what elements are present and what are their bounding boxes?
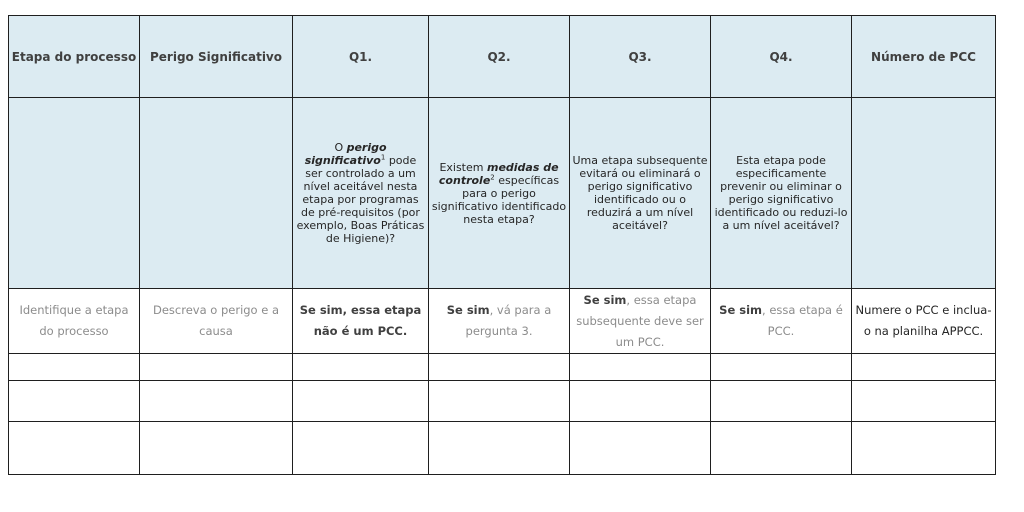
q2-footnote-ref: 2 bbox=[490, 172, 495, 181]
guidance-q2-bold: Se sim bbox=[446, 303, 490, 317]
empty-cell[interactable] bbox=[570, 422, 711, 475]
empty-cell[interactable] bbox=[711, 422, 852, 475]
empty-cell[interactable] bbox=[140, 422, 293, 475]
header-perigo-significativo: Perigo Significativo bbox=[140, 16, 293, 98]
empty-row bbox=[9, 422, 996, 475]
empty-cell[interactable] bbox=[140, 354, 293, 381]
header-q3: Q3. bbox=[570, 16, 711, 98]
empty-cell[interactable] bbox=[570, 381, 711, 422]
empty-cell[interactable] bbox=[293, 422, 429, 475]
guidance-q2 bbox=[429, 289, 570, 354]
empty-cell[interactable] bbox=[293, 354, 429, 381]
q1-post: pode ser controlado a um nível aceitável nesta etapa por programas de pré-requisitos (por exemplo, Boas Práticas de Higiene)? bbox=[296, 154, 425, 245]
question-cell-etapa-empty bbox=[9, 98, 140, 289]
q2-pre: Existem bbox=[439, 160, 487, 174]
empty-cell[interactable] bbox=[429, 422, 570, 475]
empty-cell[interactable] bbox=[852, 354, 996, 381]
guidance-perigo: Descreva o perigo e a causa bbox=[140, 289, 293, 354]
guidance-row bbox=[9, 289, 996, 354]
header-q2: Q2. bbox=[429, 16, 570, 98]
question-q1 bbox=[293, 98, 429, 289]
header-q4: Q4. bbox=[711, 16, 852, 98]
guidance-q2-rest: , vá para a pergunta 3. bbox=[465, 303, 552, 338]
guidance-pcc-text: Numere o PCC e inclua-o na planilha APPCC. bbox=[855, 303, 992, 338]
question-cell-perigo-empty bbox=[140, 98, 293, 289]
empty-cell[interactable] bbox=[9, 381, 140, 422]
guidance-q4-rest: , essa etapa é PCC. bbox=[762, 303, 843, 338]
header-row bbox=[9, 16, 996, 98]
empty-cell[interactable] bbox=[429, 354, 570, 381]
empty-cell[interactable] bbox=[140, 381, 293, 422]
header-q1: Q1. bbox=[293, 16, 429, 98]
empty-cell[interactable] bbox=[9, 422, 140, 475]
empty-cell[interactable] bbox=[711, 381, 852, 422]
question-cell-pcc-empty bbox=[852, 98, 996, 289]
question-q4: Esta etapa pode especificamente prevenir ou eliminar o perigo significativo identificado ou reduzi-lo a um nível aceitável? bbox=[711, 98, 852, 289]
question-q3: Uma etapa subsequente evitará ou eliminará o perigo significativo identificado ou o reduzirá a um nível aceitável? bbox=[570, 98, 711, 289]
guidance-q3 bbox=[570, 289, 711, 354]
empty-cell[interactable] bbox=[852, 422, 996, 475]
empty-row bbox=[9, 381, 996, 422]
q1-term: perigo significativo bbox=[304, 141, 387, 167]
header-numero-de-pcc: Número de PCC bbox=[852, 16, 996, 98]
question-q2 bbox=[429, 98, 570, 289]
q1-footnote-ref: 1 bbox=[380, 153, 386, 162]
guidance-q4-bold: Se sim bbox=[719, 303, 763, 317]
q2-post: específicas para o perigo significativo identificado nesta etapa? bbox=[431, 173, 567, 226]
empty-cell[interactable] bbox=[711, 354, 852, 381]
empty-cell[interactable] bbox=[9, 354, 140, 381]
q2-term: medidas de controle bbox=[438, 160, 559, 187]
empty-cell[interactable] bbox=[570, 354, 711, 381]
empty-cell[interactable] bbox=[429, 381, 570, 422]
guidance-q1-bold: Se sim, essa etapa não é um PCC. bbox=[299, 303, 422, 338]
empty-cell[interactable] bbox=[852, 381, 996, 422]
guidance-q3-rest: , essa etapa subsequente deve ser um PCC. bbox=[576, 292, 704, 349]
header-etapa-do-processo: Etapa do processo bbox=[9, 16, 140, 98]
guidance-q1 bbox=[293, 289, 429, 354]
guidance-q3-bold: Se sim bbox=[583, 292, 627, 307]
empty-cell[interactable] bbox=[293, 381, 429, 422]
guidance-q4 bbox=[711, 289, 852, 354]
guidance-pcc bbox=[852, 289, 996, 354]
appcc-decision-table bbox=[8, 15, 996, 475]
q1-pre: O bbox=[334, 141, 347, 154]
question-row bbox=[9, 98, 996, 289]
empty-row bbox=[9, 354, 996, 381]
guidance-etapa: Identifique a etapa do processo bbox=[9, 289, 140, 354]
